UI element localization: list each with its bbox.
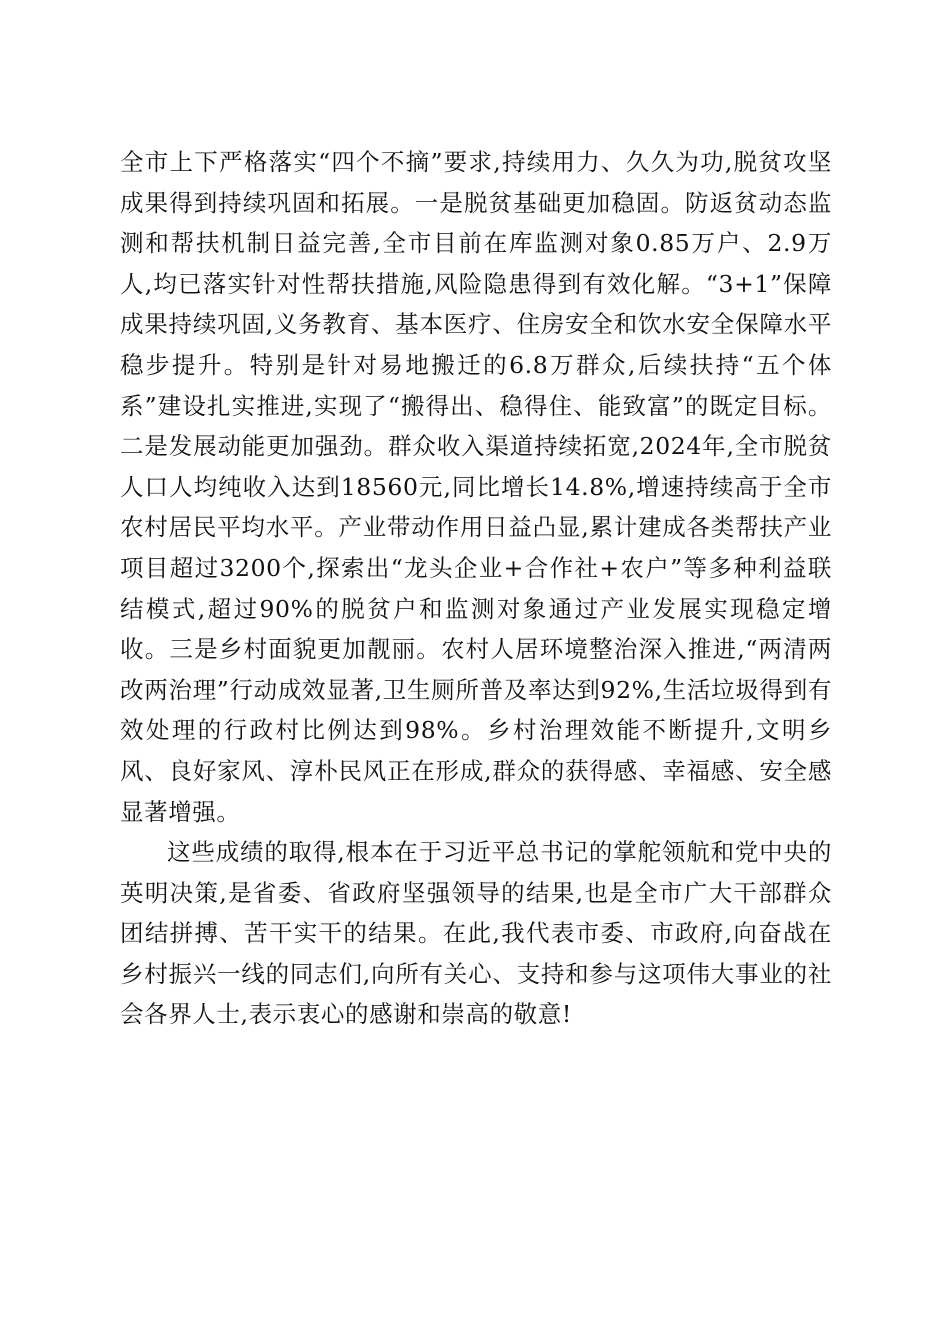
paragraph-achievements: 全市上下严格落实“四个不摘”要求,持续用力、久久为功,脱贫攻坚成果得到持续巩固和拓展。一是脱贫基础更加稳固。防返贫动态监测和帮扶机制日益完善,全市目前在库监测对象0.85万户、2.9万人,均已落实针对性帮扶措施,风险隐患得到有效化解。“3+1”保障成果持续巩固,义务教育、基本医疗、住房安全和饮水安全保障水平稳步提升。特别是针对易地搬迁的6.8万群众,后续扶持“五个体系”建设扎实推进,实现了“搬得出、稳得住、能致富”的既定目标。二是发展动能更加强劲。群众收入渠道持续拓宽,2024年,全市脱贫人口人均纯收入达到18560元,同比增长14.8%,增速持续高于全市农村居民平均水平。产业带动作用日益凸显,累计建成各类帮扶产业项目超过3200个,探索出“龙头企业+合作社+农户”等多种利益联结模式,超过90%的脱贫户和监测对象通过产业发展实现稳定增收。三是乡村面貌更加靓丽。农村人居环境整治深入推进,“两清两改两治理”行动成效显著,卫生厕所普及率达到92%,生活垃圾得到有效处理的行政村比例达到98%。乡村治理效能不断提升,文明乡风、良好家风、淳朴民风正在形成,群众的获得感、幸福感、安全感显著增强。: [120, 148, 833, 826]
document-body: [120, 142, 832, 1035]
paragraph-acknowledgement: 这些成绩的取得,根本在于习近平总书记的掌舵领航和党中央的英明决策,是省委、省政府坚强领导的结果,也是全市广大干部群众团结拼搏、苦干实干的结果。在此,我代表市委、市政府,向奋战在乡村振兴一线的同志们,向所有关心、支持和参与这项伟大事业的社会各界人士,表示衷心的感谢和崇高的敬意!: [120, 838, 832, 1029]
